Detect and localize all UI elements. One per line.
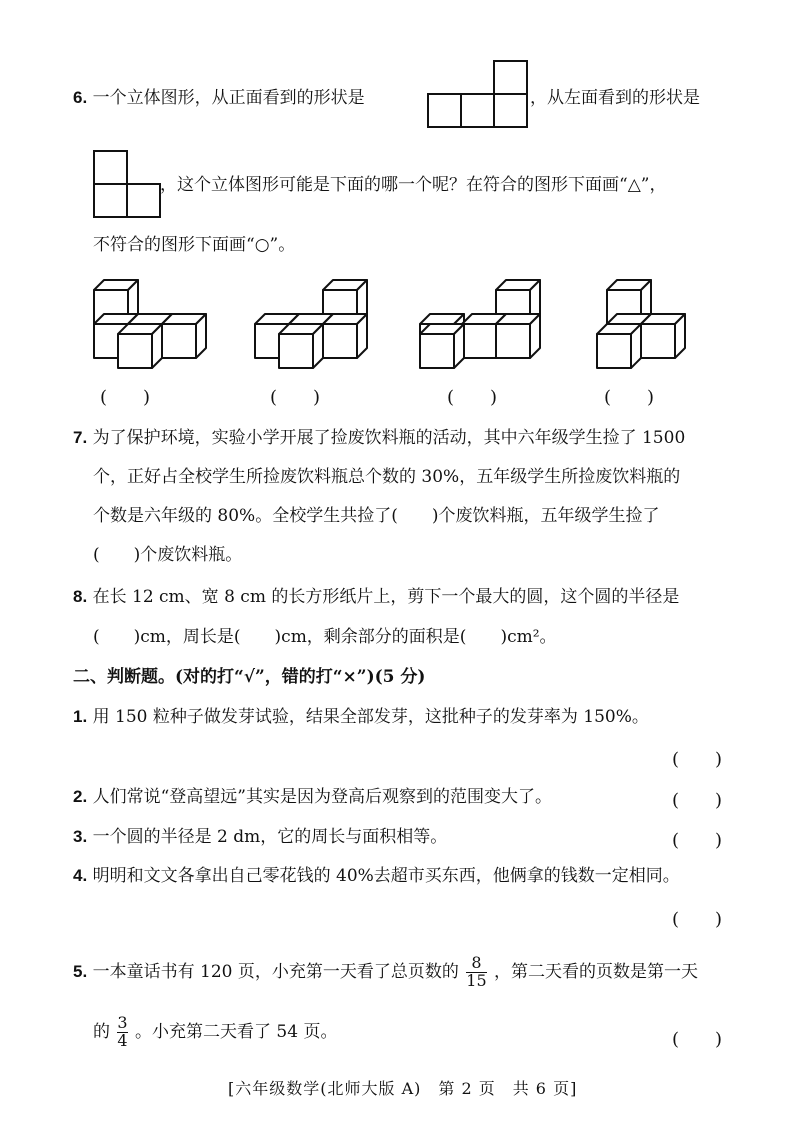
judge-5-text-d: 。小充第二天看了 54 页。	[135, 1021, 338, 1042]
judge-1	[73, 707, 649, 727]
q6-line3	[93, 235, 295, 255]
q6-text-part4: 不符合的图形下面画“○”。	[93, 235, 296, 255]
figure-d-answer[interactable]: ( )	[604, 387, 655, 408]
judge-3-number: 3.	[73, 827, 88, 846]
figure-a-answer[interactable]: ( )	[100, 387, 151, 408]
q8-line1	[73, 587, 679, 607]
q6-line2	[160, 175, 666, 195]
frac2-denominator: 4	[117, 1030, 128, 1050]
judge-2-text: 人们常说“登高望远”其实是因为登高后观察到的范围变大了。	[92, 787, 552, 807]
q7-text-line3: 个数是六年级的 80%。全校学生共捡了( )个废饮料瓶，五年级学生捡了	[93, 506, 660, 526]
figure-c-answer[interactable]: ( )	[447, 387, 498, 408]
judge-1-text: 用 150 粒种子做发芽试验，结果全部发芽，这批种子的发芽率为 150%。	[92, 707, 649, 727]
q8-line2	[93, 627, 557, 647]
section-2-title: 二、判断题。(对的打“√”，错的打“×”)(5 分)	[73, 667, 426, 687]
q7-text-line2: 个，正好占全校学生所捡废饮料瓶总个数的 30%，五年级学生所捡废饮料瓶的	[93, 467, 681, 487]
q7-line3	[93, 506, 659, 526]
q8-text-line1: 在长 12 cm、宽 8 cm 的长方形纸片上，剪下一个最大的圆，这个圆的半径是	[92, 587, 680, 607]
frac1-denominator: 15	[466, 970, 487, 990]
judge-5-line2	[93, 1015, 337, 1050]
cube-figure-b	[253, 280, 368, 370]
judge-5-text-b: ，第二天看的页数是第一天	[494, 961, 699, 982]
left-view-figure	[93, 150, 161, 218]
judge-2	[73, 787, 552, 807]
cube	[641, 314, 685, 358]
cube	[118, 324, 162, 368]
q7-line1	[73, 428, 685, 448]
frac2-numerator: 3	[117, 1013, 128, 1032]
judge-4-number: 4.	[73, 866, 88, 885]
q7-line4	[93, 545, 242, 565]
judge-5-text-c: 的	[93, 1021, 110, 1042]
cube-figure-a	[92, 280, 207, 370]
judge-4	[73, 866, 680, 886]
judge-4-text: 明明和文文各拿出自己零花钱的 40%去超市买东西，他俩拿的钱数一定相同。	[92, 866, 680, 886]
judge-2-number: 2.	[73, 787, 88, 806]
judge-5-text-a: 一本童话书有 120 页，小充第一天看了总页数的	[92, 961, 459, 982]
judge-3-answer[interactable]: ( )	[672, 830, 723, 851]
judge-1-number: 1.	[73, 707, 88, 726]
figure-b-answer[interactable]: ( )	[270, 387, 321, 408]
cube-figure-c	[418, 280, 543, 370]
judge-3-text: 一个圆的半径是 2 dm，它的周长与面积相等。	[92, 827, 448, 847]
judge-1-answer[interactable]: ( )	[672, 749, 723, 770]
judge-4-answer[interactable]: ( )	[672, 909, 723, 930]
frac1-numerator: 8	[471, 953, 482, 972]
cube	[496, 314, 540, 358]
q7-text-line1: 为了保护环境，实验小学开展了捡废饮料瓶的活动，其中六年级学生捡了 1500	[92, 428, 686, 448]
q8-number: 8.	[73, 587, 88, 606]
cube	[162, 314, 206, 358]
q7-text-line4: ( )个废饮料瓶。	[93, 545, 243, 565]
page-footer: [六年级数学(北师大版 A) 第 2 页 共 6 页]	[228, 1079, 578, 1098]
fraction-eight-fifteenths	[466, 955, 486, 990]
judge-2-answer[interactable]: ( )	[672, 790, 723, 811]
cube	[597, 324, 641, 368]
cube	[279, 324, 323, 368]
judge-5-answer[interactable]: ( )	[672, 1029, 723, 1050]
q6-text-part1: 一个立体图形，从正面看到的形状是	[92, 88, 365, 108]
cube-figure-d	[595, 280, 690, 370]
fraction-three-quarters	[117, 1015, 127, 1050]
q6-line1-end	[530, 88, 700, 108]
q6-text-part3: ，这个立体图形可能是下面的哪一个呢？在符合的图形下面画“△”，	[160, 175, 667, 195]
q6-text-part2: ，从左面看到的形状是	[530, 88, 700, 108]
front-view-figure	[427, 60, 527, 130]
q6-line1	[73, 88, 365, 108]
judge-3	[73, 827, 447, 847]
q7-line2	[93, 467, 680, 487]
q7-number: 7.	[73, 428, 88, 447]
judge-5-number: 5.	[73, 961, 88, 981]
judge-5-line1	[73, 955, 698, 990]
q6-number: 6.	[73, 88, 88, 107]
q8-text-line2: ( )cm，周长是( )cm，剩余部分的面积是( )cm²。	[93, 627, 557, 647]
cube	[420, 324, 464, 368]
cube	[323, 314, 367, 358]
